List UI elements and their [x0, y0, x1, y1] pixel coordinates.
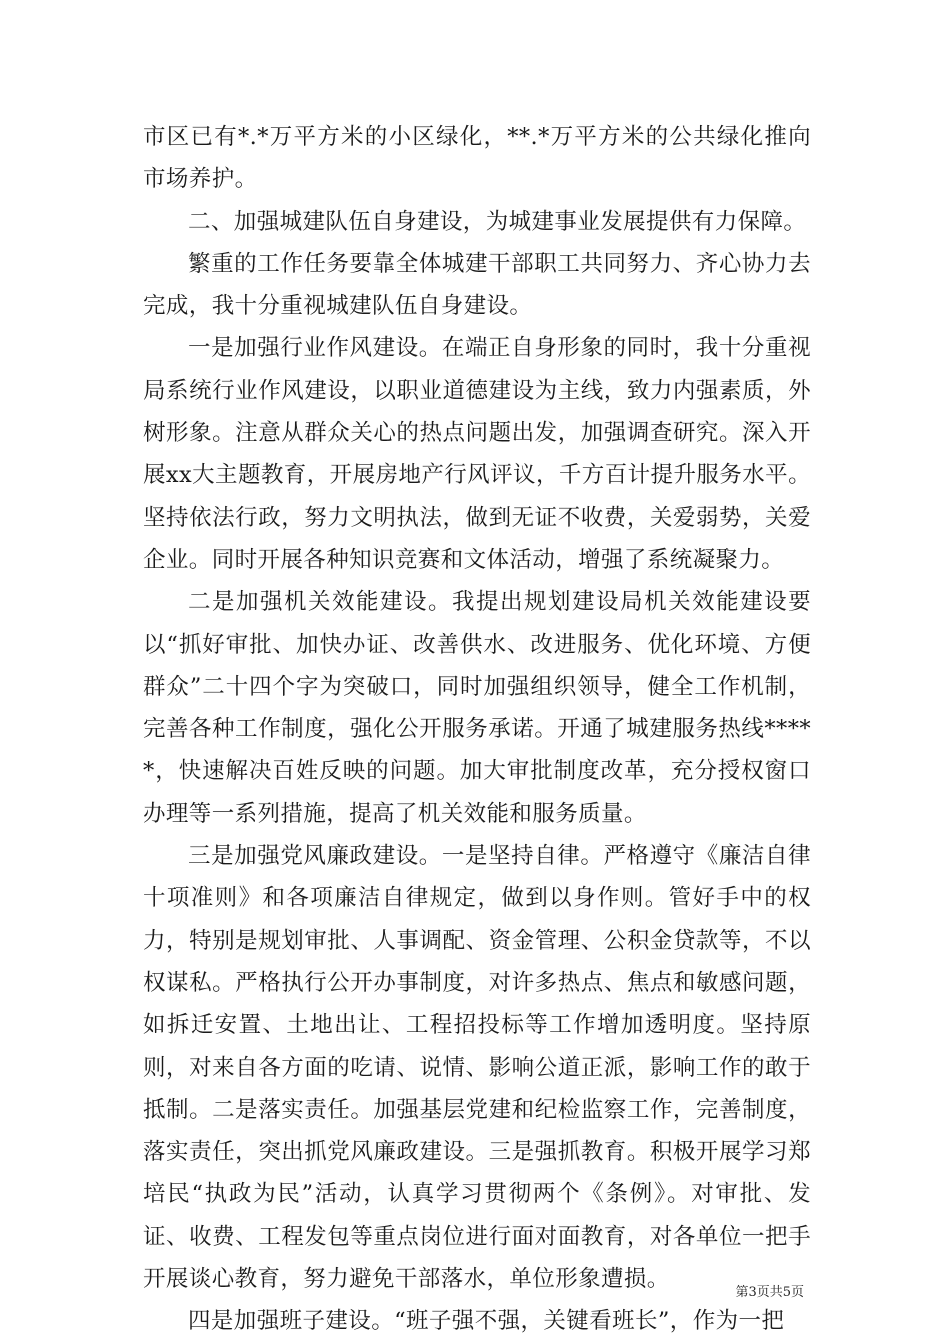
- paragraph-efficiency: 二是加强机关效能建设。我提出规划建设局机关效能建设要以“抓好审批、加快办证、改善供水、改进服务、优化环境、方便群众”二十四个字为突破口，同时加强组织领导，健全工作机制，完善各种工作制度，强化公开服务承诺。开通了城建服务热线*****，快速解决百姓反映的问题。加大审批制度改革，充分授权窗口办理等一系列措施，提高了机关效能和服务质量。: [143, 589, 811, 827]
- document-body: [143, 116, 811, 1343]
- page-number: 第3页共5页: [735, 1285, 804, 1300]
- paragraph-integrity: 三是加强党风廉政建设。一是坚持自律。严格遵守《廉洁自律十项准则》和各项廉洁自律规定，做到以身作则。管好手中的权力，特别是规划审批、人事调配、资金管理、公积金贷款等，不以权谋私。严格执行公开办事制度，对许多热点、焦点和敏感问题，如拆迁安置、土地出让、工程招投标等工作增加透明度。坚持原则，对来自各方面的吃请、说情、影响公道正派，影响工作的敢于抵制。二是落实责任。加强基层党建和纪检监察工作，完善制度，落实责任，突出抓党风廉政建设。三是强抓教育。积极开展学习郑培民“执政为民”活动，认真学习贯彻两个《条例》。对审批、发证、收费、工程发包等重点岗位进行面对面教育，对各单位一把手开展谈心教育，努力避免干部落水，单位形象遭损。: [143, 843, 811, 1293]
- paragraph-continuation: 市区已有*.*万平方米的小区绿化，**.*万平方米的公共绿化推向市场养护。: [143, 124, 811, 193]
- paragraph-leadership: 四是加强班子建设。“班子强不强，关键看班长”，作为一把: [188, 1308, 785, 1335]
- paragraph-industry-style: 一是加强行业作风建设。在端正自身形象的同时，我十分重视局系统行业作风建设，以职业道德建设为主线，致力内强素质，外树形象。注意从群众关心的热点问题出发，加强调查研究。深入开展xx大主题教育，开展房地产行风评议，千方百计提升服务水平。坚持依法行政，努力文明执法，做到无证不收费，关爱弱势，关爱企业。同时开展各种知识竞赛和文体活动，增强了系统凝聚力。: [143, 335, 811, 573]
- paragraph-intro: 繁重的工作任务要靠全体城建干部职工共同努力、齐心协力去完成，我十分重视城建队伍自身建设。: [143, 250, 811, 320]
- section-heading: 二、加强城建队伍自身建设，为城建事业发展提供有力保障。: [188, 208, 807, 235]
